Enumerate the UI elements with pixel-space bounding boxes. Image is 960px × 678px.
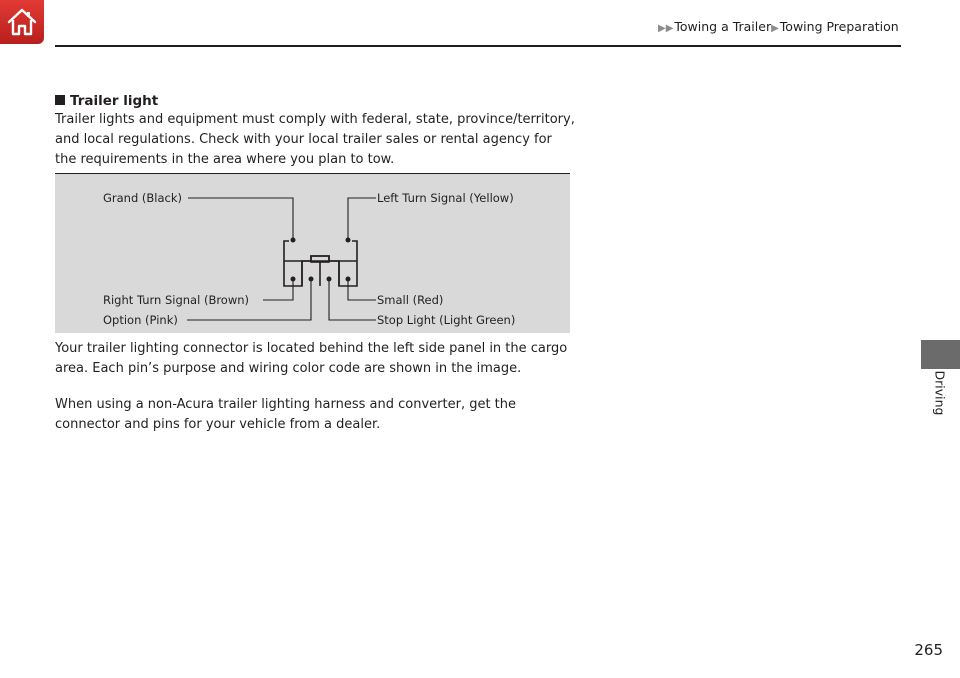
label-right-turn-signal: Right Turn Signal (Brown) [103,293,250,307]
page-number: 265 [914,641,943,659]
label-left-turn-signal: Left Turn Signal (Yellow) [377,191,514,205]
trailer-connector-diagram [55,173,570,333]
side-tab-driving[interactable] [921,340,960,369]
triangle-right-icon: ▶▶ [658,23,674,34]
triangle-right-icon: ▶ [771,23,779,34]
section-heading [55,93,158,109]
label-small-red: Small (Red) [377,293,444,307]
header-divider [55,45,901,47]
square-bullet-icon [55,95,65,105]
label-stop-light: Stop Light (Light Green) [377,313,516,327]
label-ground-black: Grand (Black) [103,191,183,205]
home-button[interactable] [0,0,44,44]
non-acura-harness-paragraph: When using a non-Acura trailer lighting harness and converter, get the connector and pins for your vehicle from a dealer. [55,397,517,432]
breadcrumb [658,19,899,34]
side-tab-label: Driving [932,370,948,416]
label-option-pink: Option (Pink) [103,313,178,327]
home-icon [6,6,38,38]
breadcrumb-item-towing-preparation[interactable]: Towing Preparation [779,19,899,34]
section-title: Trailer light [70,93,159,109]
breadcrumb-item-towing-a-trailer[interactable]: Towing a Trailer [674,19,772,34]
connector-location-paragraph: Your trailer lighting connector is located behind the left side panel in the cargo area. Each pin’s purpose and wiring color code are shown in the image. [55,341,568,376]
intro-paragraph: Trailer lights and equipment must comply with federal, state, province/territory, and local regulations. Check with your local trailer sales or rental agency for the requirements in the area where you plan to tow. [55,112,575,167]
